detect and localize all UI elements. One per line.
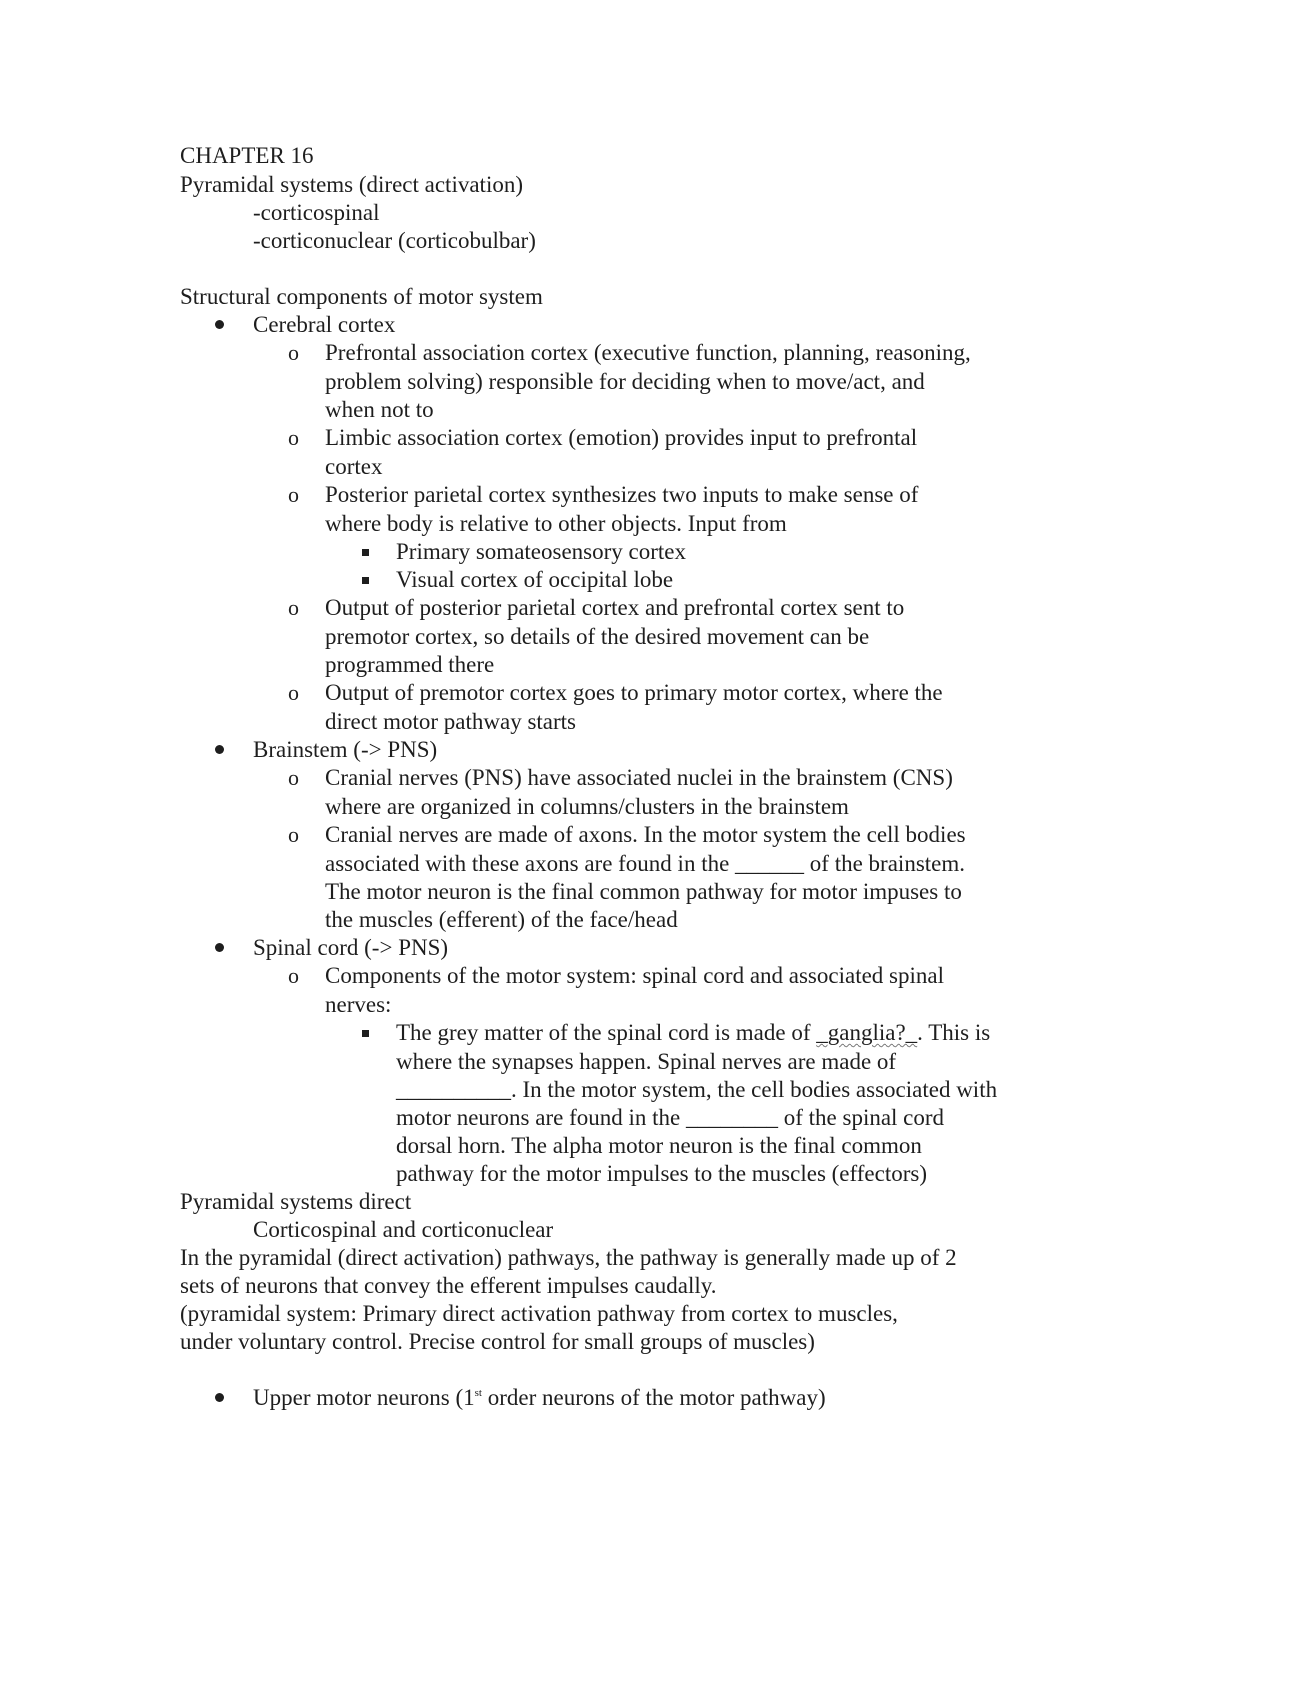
cerebral-item-4-line-3: programmed there — [325, 652, 495, 677]
cerebral-item-4-line-2: premotor cortex, so details of the desired movement can be — [325, 624, 870, 649]
cerebral-item-3-line-1: Posterior parietal cortex synthesizes two inputs to make sense of — [325, 482, 919, 507]
brainstem-item-2-line-1: Cranial nerves are made of axons. In the motor system the cell bodies — [325, 822, 966, 847]
upper-motor-pre: Upper motor neurons (1 — [253, 1385, 475, 1410]
spinal-cord-label: Spinal cord (-> PNS) — [253, 935, 449, 960]
bullet-square-icon — [362, 1030, 369, 1037]
upper-motor-neurons — [253, 1383, 826, 1413]
upper-motor-ordinal: st — [474, 1387, 482, 1399]
pyramidal-direct-sub: Corticospinal and corticonuclear — [253, 1217, 554, 1242]
bullet-dot-icon — [215, 943, 224, 952]
pyramidal-para1-line-2: sets of neurons that convey the efferent impulses caudally. — [180, 1273, 717, 1298]
grey-matter-line-6: pathway for the motor impulses to the muscles (effectors) — [396, 1161, 927, 1186]
bullet-circle-icon: o — [288, 822, 299, 847]
grey-matter-line-1 — [396, 1018, 990, 1048]
grey-matter-line-4: motor neurons are found in the ________ of the spinal cord — [396, 1105, 945, 1130]
brainstem-item-2-line-4: the muscles (efferent) of the face/head — [325, 907, 678, 932]
brainstem-item-2-line-2: associated with these axons are found in the ______ of the brainstem. — [325, 851, 966, 876]
pyramidal-para2-line-1: (pyramidal system: Primary direct activation pathway from cortex to muscles, — [180, 1301, 898, 1326]
bullet-dot-icon — [215, 320, 224, 329]
cerebral-item-5-line-1: Output of premotor cortex goes to primary motor cortex, where the — [325, 680, 943, 705]
cerebral-cortex-label: Cerebral cortex — [253, 312, 396, 337]
parietal-input-2: Visual cortex of occipital lobe — [396, 567, 674, 592]
cerebral-item-1-line-3: when not to — [325, 397, 434, 422]
grey-matter-post: . This is — [917, 1020, 991, 1045]
chapter-title: CHAPTER 16 — [180, 143, 314, 168]
grey-matter-line-2: where the synapses happen. Spinal nerves are made of — [396, 1049, 897, 1074]
pyramidal-para1-line-1: In the pyramidal (direct activation) pathways, the pathway is generally made up of 2 — [180, 1245, 957, 1270]
upper-motor-post: order neurons of the motor pathway) — [482, 1385, 826, 1410]
cerebral-item-2-line-1: Limbic association cortex (emotion) provides input to prefrontal — [325, 425, 918, 450]
bullet-dot-icon — [215, 1393, 224, 1402]
pyramidal-direct-title: Pyramidal systems direct — [180, 1189, 412, 1214]
parietal-input-1: Primary somateosensory cortex — [396, 539, 686, 564]
bullet-circle-icon: o — [288, 595, 299, 620]
structural-title: Structural components of motor system — [180, 284, 543, 309]
brainstem-item-1-line-2: where are organized in columns/clusters in the brainstem — [325, 794, 849, 819]
spinal-item-1-line-1: Components of the motor system: spinal cord and associated spinal — [325, 963, 944, 988]
pyramidal-sub-corticospinal: -corticospinal — [253, 200, 380, 225]
brainstem-item-2-line-3: The motor neuron is the final common pathway for motor impuses to — [325, 879, 962, 904]
pyramidal-sub-corticonuclear: -corticonuclear (corticobulbar) — [253, 228, 536, 253]
bullet-circle-icon: o — [288, 963, 299, 988]
bullet-dot-icon — [215, 745, 224, 754]
grey-matter-pre: The grey matter of the spinal cord is made of — [396, 1020, 817, 1045]
pyramidal-title: Pyramidal systems (direct activation) — [180, 172, 523, 197]
grey-matter-line-5: dorsal horn. The alpha motor neuron is the final common — [396, 1133, 922, 1158]
grey-matter-line-3: __________. In the motor system, the cell bodies associated with — [396, 1077, 998, 1102]
spinal-item-1-line-2: nerves: — [325, 992, 392, 1017]
bullet-circle-icon: o — [288, 340, 299, 365]
brainstem-label: Brainstem (-> PNS) — [253, 737, 438, 762]
cerebral-item-5-line-2: direct motor pathway starts — [325, 709, 577, 734]
cerebral-item-2-line-2: cortex — [325, 454, 383, 479]
bullet-square-icon — [362, 549, 369, 556]
bullet-circle-icon: o — [288, 425, 299, 450]
cerebral-item-1-line-1: Prefrontal association cortex (executive function, planning, reasoning, — [325, 340, 971, 365]
grey-matter-answer: _ganglia?_ — [816, 1020, 918, 1045]
cerebral-item-4-line-1: Output of posterior parietal cortex and prefrontal cortex sent to — [325, 595, 905, 620]
cerebral-item-3-line-2: where body is relative to other objects. Input from — [325, 511, 787, 536]
cerebral-item-1-line-2: problem solving) responsible for deciding when to move/act, and — [325, 369, 925, 394]
pyramidal-para2-line-2: under voluntary control. Precise control for small groups of muscles) — [180, 1329, 815, 1354]
bullet-circle-icon: o — [288, 680, 299, 705]
bullet-circle-icon: o — [288, 482, 299, 507]
brainstem-item-1-line-1: Cranial nerves (PNS) have associated nuclei in the brainstem (CNS) — [325, 765, 953, 790]
bullet-square-icon — [362, 577, 369, 584]
bullet-circle-icon: o — [288, 765, 299, 790]
